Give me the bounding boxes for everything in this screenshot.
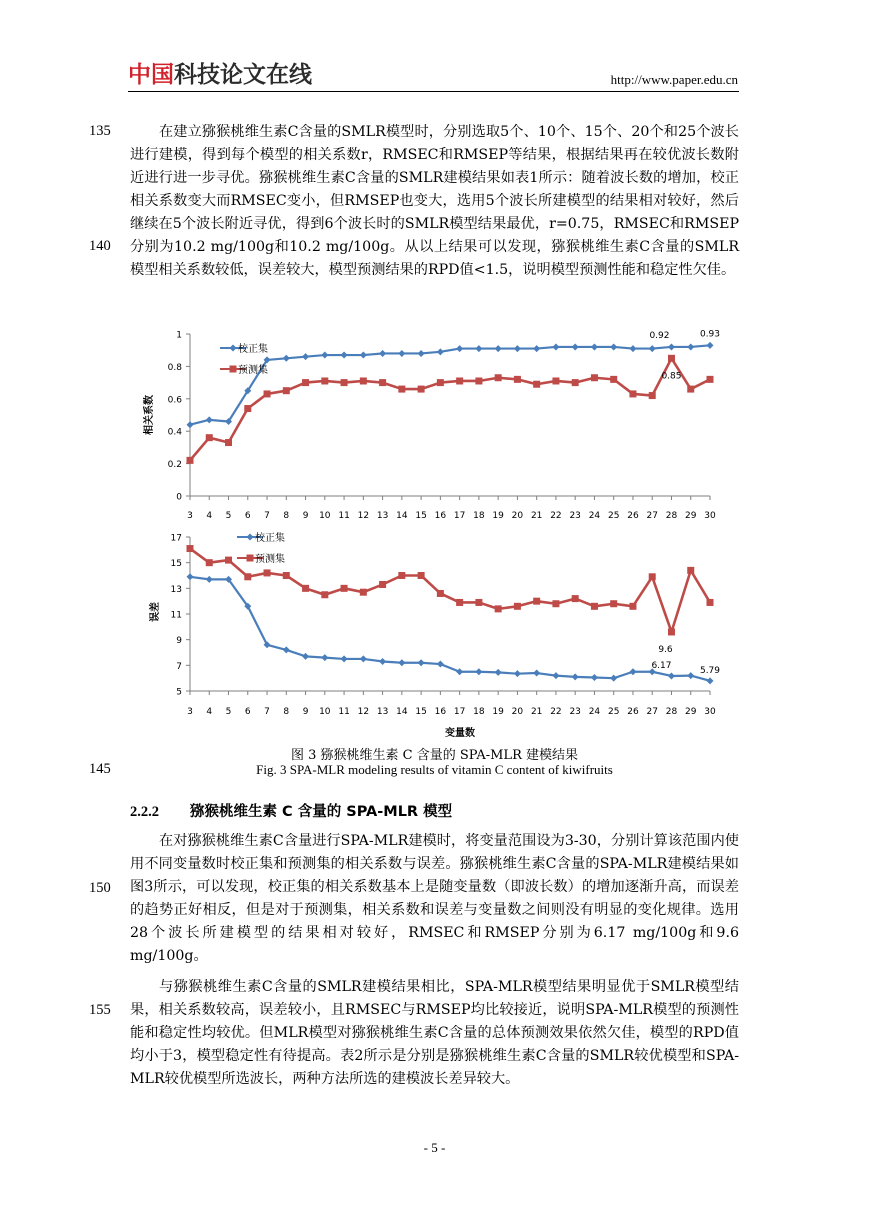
y-tick-label: 15	[170, 559, 182, 570]
series-line-1	[190, 345, 710, 424]
x-tick-label: 27	[646, 707, 658, 717]
legend-label: 预测集	[255, 554, 285, 565]
data-point	[591, 343, 598, 350]
x-tick-label: 13	[376, 511, 389, 521]
x-tick-label: 11	[338, 511, 350, 521]
series-line-1	[190, 577, 710, 681]
y-axis-title: 误差	[150, 602, 161, 622]
y-tick-label: 0.6	[167, 395, 182, 406]
data-point	[206, 576, 213, 583]
x-tick-label: 24	[588, 511, 601, 521]
x-tick-label: 16	[434, 511, 447, 521]
paragraph-spa-mlr-results: 在对猕猴桃维生素C含量进行SPA-MLR建模时，将变量范围设为3-30，分别计算该范围内使用不同变量数时校正集和预测集的相关系数与误差。猕猴桃维生素C含量的SPA-MLR建模结果如图3所示，可以发现，校正集的相关系数基本上是随变量数（即波长数）的增加逐渐升高，而误差的趋势正好相反，但是对于预测集，相关系数和误差与变量数之间则没有明显的变化规律。选用28个波长所建模型的结果相对较好，RMSEC和RMSEP分别为6.17 mg/100g和9.6 mg/100g。	[130, 833, 739, 964]
data-label: 5.79	[699, 665, 721, 676]
x-tick-label: 3	[187, 511, 193, 521]
x-tick-label: 29	[685, 511, 697, 521]
data-label: 9.6	[658, 644, 673, 655]
data-point	[187, 573, 194, 580]
data-point	[341, 655, 348, 662]
y-tick-label: 0.8	[167, 362, 182, 373]
data-point	[283, 387, 290, 394]
legend-label: 预测集	[238, 365, 268, 376]
data-point	[533, 381, 540, 388]
data-point	[283, 646, 290, 653]
x-tick-label: 8	[283, 707, 290, 717]
x-tick-label: 5	[225, 707, 232, 717]
y-tick-label: 0	[176, 492, 182, 503]
x-tick-label: 21	[530, 511, 543, 521]
data-point	[264, 390, 271, 397]
data-point	[341, 585, 348, 592]
data-point	[514, 603, 521, 610]
data-point	[283, 572, 290, 579]
figure-3-charts	[0, 322, 869, 742]
data-point	[418, 659, 425, 666]
paragraph-comparison: 与猕猴桃维生素C含量的SMLR建模结果相比，SPA-MLR模型结果明显优于SMLR模型结果，相关系数较高，误差较小，且RMSEC与RMSEP均比较接近，说明SPA-MLR模型的预测性能和稳定性均较优。但MLR模型对猕猴桃维生素C含量的总体预测效果依然欠佳，模型的RPD值均小于3，模型稳定性有待提高。表2所示是分别是猕猴桃维生素C含量的SMLR较优模型和SPA-MLR较优模型所选波长，两种方法所选的建模波长差异较大。	[130, 979, 739, 1087]
x-tick-label: 28	[665, 511, 678, 521]
x-tick-label: 16	[434, 707, 447, 717]
data-point	[533, 598, 540, 605]
data-point	[552, 672, 559, 679]
line-number-155: 155	[89, 1002, 111, 1018]
x-tick-label: 29	[685, 707, 697, 717]
data-point	[552, 600, 559, 607]
data-point	[533, 345, 540, 352]
y-tick-label: 7	[176, 661, 182, 672]
data-point	[687, 386, 694, 393]
data-point	[572, 595, 579, 602]
y-tick-label: 5	[176, 687, 182, 698]
section-title: 猕猴桃维生素 C 含量的 SPA-MLR 模型	[190, 804, 453, 820]
data-point	[514, 345, 521, 352]
legend-marker	[247, 534, 254, 541]
series-line-2	[190, 358, 710, 460]
data-point	[610, 675, 617, 682]
figure-caption-cn: 图 3 猕猴桃维生素 C 含量的 SPA-MLR 建模结果	[291, 748, 578, 763]
page-number: - 5 -	[423, 1140, 446, 1155]
data-point	[649, 392, 656, 399]
data-point	[206, 559, 213, 566]
data-point	[610, 376, 617, 383]
data-point	[707, 599, 714, 606]
line-number-150: 150	[89, 880, 111, 896]
x-tick-label: 12	[357, 511, 370, 521]
data-point	[321, 654, 328, 661]
data-point	[552, 377, 559, 384]
y-tick-label: 13	[170, 584, 182, 595]
x-tick-label: 20	[511, 707, 524, 717]
data-point	[591, 603, 598, 610]
x-tick-label: 6	[244, 511, 251, 521]
data-point	[572, 673, 579, 680]
y-tick-label: 11	[170, 610, 182, 621]
x-tick-label: 18	[473, 511, 485, 521]
y-tick-label: 0.4	[167, 427, 182, 438]
x-tick-label: 7	[264, 707, 270, 717]
data-point	[418, 386, 425, 393]
logo-part-2: 科技论文在线	[174, 62, 312, 88]
data-point	[649, 345, 656, 352]
data-point	[225, 439, 232, 446]
logo-part-1: 中国	[128, 62, 174, 88]
x-tick-label: 30	[704, 511, 716, 521]
data-point	[552, 343, 559, 350]
legend-label: 校正集	[238, 344, 268, 355]
data-point	[629, 603, 636, 610]
x-tick-label: 27	[646, 511, 658, 521]
x-tick-label: 9	[302, 707, 309, 717]
data-point	[629, 390, 636, 397]
data-point	[398, 572, 405, 579]
data-label: 0.93	[699, 329, 721, 340]
data-point	[379, 581, 386, 588]
y-tick-label: 9	[176, 636, 182, 647]
data-point	[456, 345, 463, 352]
data-point	[495, 669, 502, 676]
header-url[interactable]: http://www.paper.edu.cn	[610, 72, 738, 87]
legend-label: 校正集	[255, 533, 285, 544]
x-axis-title: 变量数	[445, 728, 475, 739]
x-tick-label: 14	[396, 707, 408, 717]
data-point	[302, 585, 309, 592]
journal-logo	[128, 60, 312, 90]
x-tick-label: 20	[511, 511, 524, 521]
x-tick-label: 3	[187, 707, 193, 717]
data-point	[187, 421, 194, 428]
data-point	[360, 377, 367, 384]
data-point	[456, 377, 463, 384]
data-point	[495, 605, 502, 612]
data-point	[206, 434, 213, 441]
x-tick-label: 4	[206, 707, 213, 717]
data-point	[398, 350, 405, 357]
data-point	[321, 352, 328, 359]
data-label: 0.85	[661, 371, 682, 382]
x-tick-label: 26	[627, 707, 639, 717]
x-tick-label: 4	[206, 511, 213, 521]
data-point	[360, 589, 367, 596]
data-label: 0.92	[649, 330, 670, 341]
data-point	[687, 567, 694, 574]
data-point	[456, 599, 463, 606]
x-tick-label: 25	[607, 707, 620, 717]
data-point	[437, 661, 444, 668]
data-point	[668, 343, 675, 350]
data-point	[437, 590, 444, 597]
data-point	[264, 569, 271, 576]
x-tick-label: 21	[530, 707, 543, 717]
data-point	[379, 350, 386, 357]
line-number-140: 140	[89, 238, 111, 254]
data-point	[707, 677, 714, 684]
y-tick-label: 1	[176, 330, 182, 341]
data-point	[629, 345, 636, 352]
data-point	[418, 350, 425, 357]
data-point	[591, 374, 598, 381]
data-point	[610, 343, 617, 350]
data-point	[244, 573, 251, 580]
data-point	[302, 353, 309, 360]
x-tick-label: 10	[319, 511, 331, 521]
x-tick-label: 19	[492, 707, 504, 717]
x-tick-label: 19	[492, 511, 504, 521]
data-point	[398, 386, 405, 393]
data-label: 6.17	[651, 660, 672, 671]
x-tick-label: 17	[453, 511, 466, 521]
section-number: 2.2.2	[130, 804, 159, 820]
data-point	[687, 343, 694, 350]
x-tick-label: 8	[283, 511, 290, 521]
data-point	[475, 599, 482, 606]
x-tick-label: 22	[550, 707, 562, 717]
x-tick-label: 13	[376, 707, 389, 717]
data-point	[495, 374, 502, 381]
data-point	[437, 379, 444, 386]
data-point	[668, 628, 675, 635]
data-point	[475, 377, 482, 384]
x-tick-label: 15	[415, 707, 427, 717]
data-point	[475, 668, 482, 675]
data-point	[341, 379, 348, 386]
data-point	[302, 379, 309, 386]
x-tick-label: 25	[607, 511, 620, 521]
data-point	[572, 379, 579, 386]
x-tick-label: 6	[244, 707, 251, 717]
data-point	[437, 348, 444, 355]
chart-2	[148, 531, 720, 739]
x-tick-label: 10	[319, 707, 331, 717]
x-tick-label: 14	[396, 511, 408, 521]
data-point	[321, 377, 328, 384]
section-heading	[130, 800, 452, 821]
x-tick-label: 15	[415, 511, 427, 521]
x-tick-label: 7	[264, 511, 270, 521]
data-point	[668, 672, 675, 679]
x-tick-label: 11	[338, 707, 350, 717]
y-tick-label: 17	[170, 533, 182, 544]
figure-caption-en: Fig. 3 SPA-MLR modeling results of vitamin C content of kiwifruits	[256, 762, 613, 777]
x-tick-label: 23	[569, 511, 581, 521]
x-tick-label: 5	[225, 511, 232, 521]
data-point	[456, 668, 463, 675]
x-tick-label: 23	[569, 707, 581, 717]
data-point	[418, 572, 425, 579]
data-point	[707, 342, 714, 349]
data-point	[187, 457, 194, 464]
x-tick-label: 12	[357, 707, 370, 717]
x-tick-label: 30	[704, 707, 716, 717]
data-point	[533, 670, 540, 677]
data-point	[341, 352, 348, 359]
legend-marker	[230, 345, 237, 352]
data-point	[379, 379, 386, 386]
data-point	[687, 672, 694, 679]
data-point	[302, 653, 309, 660]
data-point	[398, 659, 405, 666]
data-point	[379, 658, 386, 665]
data-point	[514, 376, 521, 383]
x-tick-label: 22	[550, 511, 562, 521]
data-point	[187, 545, 194, 552]
paragraph-smlr-results: 在建立猕猴桃维生素C含量的SMLR模型时，分别选取5个、10个、15个、20个和25个波长进行建模，得到每个模型的相关系数r，RMSEC和RMSEP等结果，根据结果再在较优波长数附近进行进一步寻优。猕猴桃维生素C含量的SMLR建模结果如表1所示：随着波长数的增加，校正相关系数变大而RMSEC变小，但RMSEP也变大，选用5个波长所建模型的结果相对较好，然后继续在5个波长附近寻优，得到6个波长时的SMLR模型结果最优，r=0.75，RMSEC和RMSEP分别为10.2 mg/100g和10.2 mg/100g。从以上结果可以发现，猕猴桃维生素C含量的SMLR模型相关系数较低，误差较大，模型预测结果的RPD值<1.5，说明模型预测性能和稳定性欠佳。	[130, 124, 739, 278]
data-point	[206, 416, 213, 423]
chart-1	[142, 329, 720, 521]
x-tick-label: 24	[588, 707, 601, 717]
data-point	[475, 345, 482, 352]
x-tick-label: 9	[302, 511, 309, 521]
line-number-135: 135	[89, 123, 111, 139]
x-tick-label: 28	[665, 707, 678, 717]
data-point	[321, 591, 328, 598]
y-tick-label: 0.2	[167, 460, 182, 471]
line-number-145: 145	[89, 761, 111, 777]
legend-marker	[247, 555, 254, 562]
x-tick-label: 26	[627, 511, 639, 521]
data-point	[360, 655, 367, 662]
data-point	[283, 355, 290, 362]
legend-marker	[230, 366, 237, 373]
data-point	[495, 345, 502, 352]
data-point	[649, 573, 656, 580]
x-tick-label: 18	[473, 707, 485, 717]
data-point	[707, 376, 714, 383]
data-point	[610, 600, 617, 607]
data-point	[514, 670, 521, 677]
x-tick-label: 17	[453, 707, 466, 717]
data-point	[360, 352, 367, 359]
data-point	[244, 405, 251, 412]
data-point	[225, 557, 232, 564]
header-divider	[128, 91, 739, 92]
data-point	[572, 343, 579, 350]
data-point	[591, 674, 598, 681]
y-axis-title: 相关系数	[144, 395, 155, 435]
data-point	[629, 668, 636, 675]
data-point	[668, 355, 675, 362]
